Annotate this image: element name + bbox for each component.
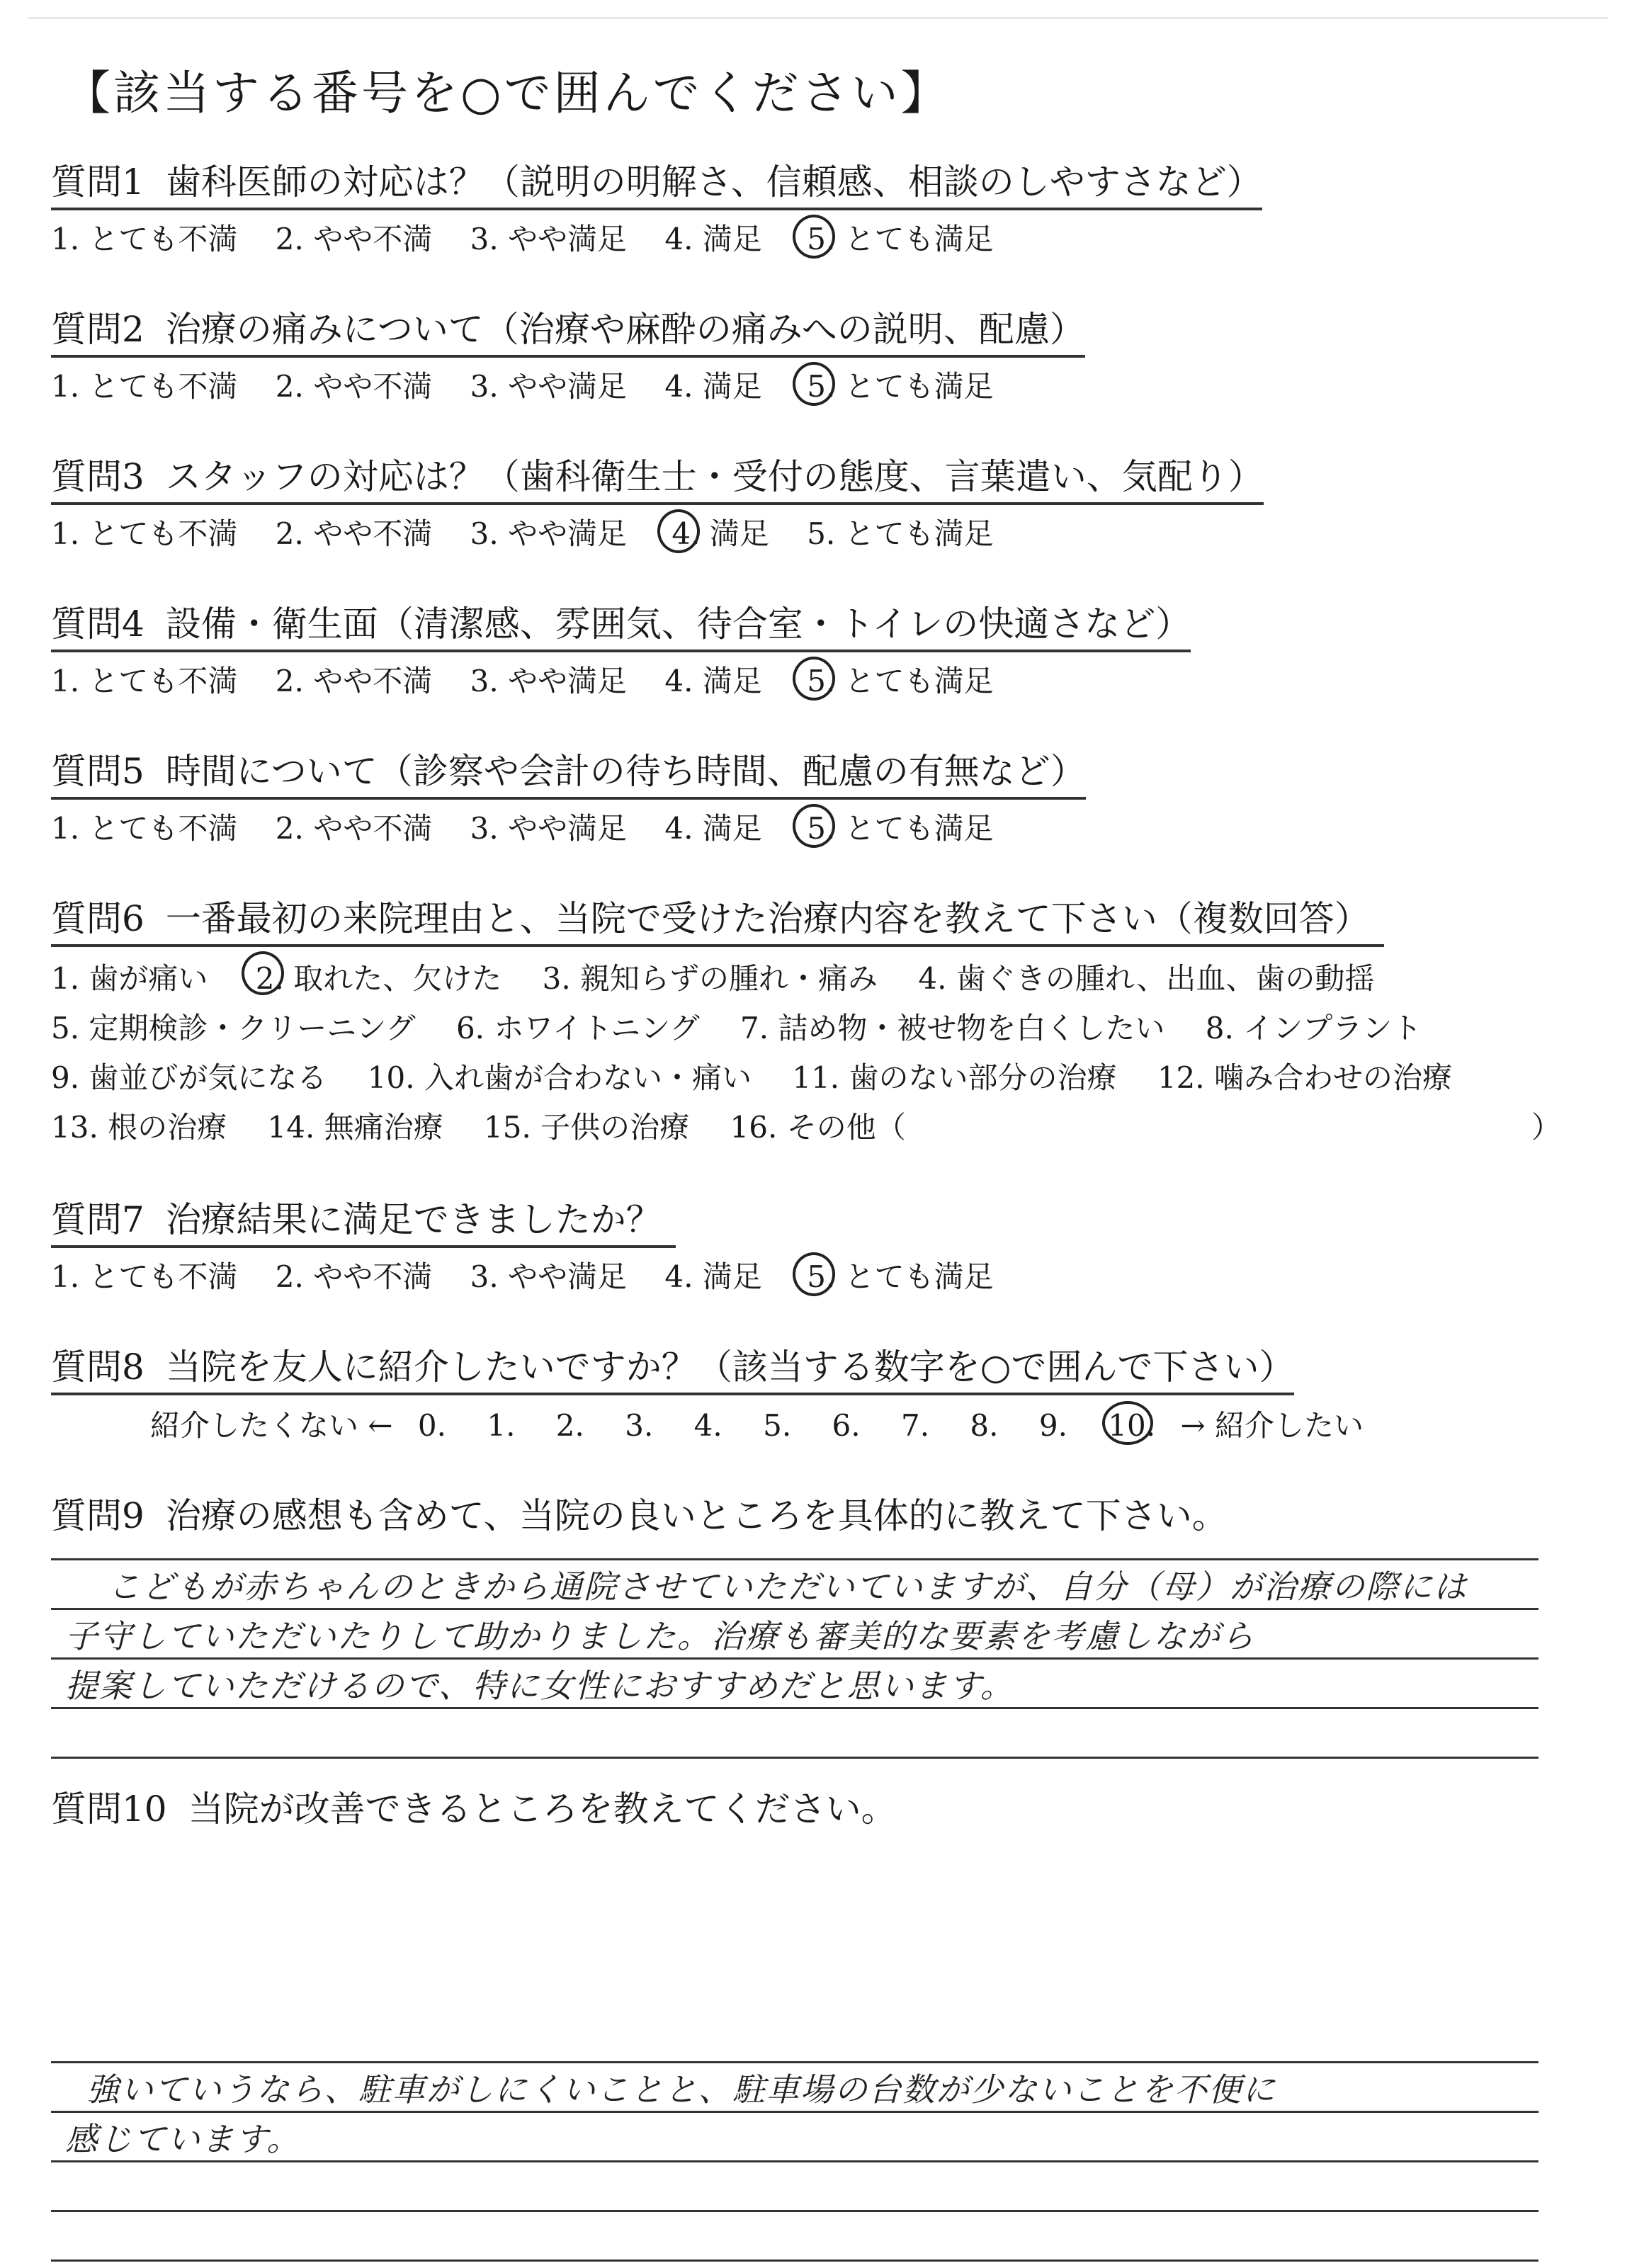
question-6 (51, 896, 1595, 1152)
q10-answer-line-1: 強いていうなら、駐車がしにくいことと、駐車場の台数が少ないことを不便に (86, 2070, 1276, 2109)
question-3-options (51, 512, 1595, 556)
q5-option-1[interactable]: 1. とても不満 (51, 811, 238, 846)
q3-option-3[interactable]: 3. やや満足 (470, 516, 628, 551)
answer-rule (51, 1707, 1538, 1709)
question-5-options (51, 807, 1595, 851)
q1-option-1[interactable]: 1. とても不満 (51, 222, 238, 256)
q6-option-15[interactable]: 15. 子供の治療 (484, 1110, 690, 1145)
question-4-options (51, 659, 1595, 703)
q8-value-2[interactable]: 2. (555, 1408, 584, 1443)
q6-option-14[interactable]: 14. 無痛治療 (267, 1110, 443, 1145)
q7-option-2[interactable]: 2. やや不満 (275, 1259, 433, 1294)
q4-option-5[interactable]: 5. とても満足 (807, 664, 994, 698)
q8-left-label: 紹介したくない ← (150, 1408, 393, 1443)
q8-value-6[interactable]: 6. (832, 1408, 861, 1443)
q2-option-1[interactable]: 1. とても不満 (51, 369, 238, 404)
q3-option-2[interactable]: 2. やや不満 (275, 516, 433, 551)
answer-rule (51, 1757, 1538, 1759)
question-9 (51, 1493, 1595, 1541)
q5-option-5[interactable]: 5. とても満足 (807, 811, 994, 846)
q4-option-1[interactable]: 1. とても不満 (51, 664, 238, 698)
question-5-label: 質問5 (51, 751, 144, 792)
question-8 (51, 1344, 1595, 1448)
q5-option-3[interactable]: 3. やや満足 (470, 811, 628, 846)
question-10-answer-area[interactable] (51, 2056, 1538, 2268)
q6-other-close-paren: ） (1531, 1110, 1562, 1145)
answer-rule (51, 2260, 1538, 2262)
question-7-text: 治療結果に満足できましたか？ (165, 1199, 662, 1240)
q8-value-10[interactable]: 10. (1108, 1404, 1155, 1448)
q8-value-1[interactable]: 1. (487, 1408, 516, 1443)
question-6-text: 一番最初の来院理由と、当院で受けた治療内容を教えて下さい（複数回答） (165, 898, 1370, 939)
q4-option-2[interactable]: 2. やや不満 (275, 664, 433, 698)
question-4-label: 質問4 (51, 603, 144, 645)
q2-option-2[interactable]: 2. やや不満 (275, 369, 433, 404)
answer-rule (51, 1608, 1538, 1610)
question-9-label: 質問9 (51, 1495, 144, 1536)
question-10-label: 質問10 (51, 1788, 167, 1830)
question-2 (51, 307, 1595, 409)
question-3-heading (51, 454, 1264, 505)
question-6-options (51, 954, 1595, 1152)
q4-option-4[interactable]: 4. 満足 (664, 664, 762, 698)
question-9-heading (51, 1493, 1228, 1541)
q6-option-7[interactable]: 7. 詰め物・被せ物を白くしたい (740, 1011, 1165, 1045)
q6-option-4[interactable]: 4. 歯ぐきの腫れ、出血、歯の動揺 (918, 961, 1375, 996)
answer-rule (51, 1657, 1538, 1660)
q2-option-4[interactable]: 4. 満足 (664, 369, 762, 404)
q2-option-5[interactable]: 5. とても満足 (807, 369, 994, 404)
question-1 (51, 159, 1595, 261)
q1-option-4[interactable]: 4. 満足 (664, 222, 762, 256)
q1-option-5[interactable]: 5. とても満足 (807, 222, 994, 256)
question-10 (51, 1786, 1595, 1835)
q1-option-3[interactable]: 3. やや満足 (470, 222, 628, 256)
question-6-label: 質問6 (51, 898, 144, 939)
q9-answer-line-3: 提案していただけるので、特に女性におすすめだと思います。 (65, 1667, 1014, 1705)
question-1-options (51, 217, 1595, 261)
q4-option-3[interactable]: 3. やや満足 (470, 664, 628, 698)
q8-value-9[interactable]: 9. (1038, 1408, 1067, 1443)
q6-option-10[interactable]: 10. 入れ歯が合わない・痛い (367, 1060, 752, 1095)
q9-answer-line-2: 子守していただいたりして助かりました。治療も審美的な要素を考慮しながら (65, 1617, 1255, 1655)
question-7-label: 質問7 (51, 1199, 144, 1240)
q8-value-8[interactable]: 8. (970, 1408, 999, 1443)
question-10-heading (51, 1786, 897, 1835)
q6-option-16[interactable]: 16. その他（ (730, 1110, 906, 1145)
question-2-options (51, 365, 1595, 409)
question-4-text: 設備・衛生面（清潔感、雰囲気、待合室・トイレの快適さなど） (165, 603, 1191, 645)
q8-right-label: → 紹介したい (1180, 1408, 1364, 1443)
question-2-text: 治療の痛みについて（治療や麻酔の痛みへの説明、配慮） (165, 309, 1085, 350)
q6-option-11[interactable]: 11. 歯のない部分の治療 (792, 1060, 1117, 1095)
answer-rule (51, 2210, 1538, 2212)
question-8-label: 質問8 (51, 1346, 144, 1388)
question-4-heading (51, 601, 1191, 652)
question-9-text: 治療の感想も含めて、当院の良いところを具体的に教えて下さい。 (165, 1495, 1228, 1536)
question-3-text: スタッフの対応は？（歯科衛生士・受付の態度、言葉遣い、気配り） (165, 456, 1264, 497)
question-9-answer-area[interactable] (51, 1551, 1538, 1764)
question-7-heading (51, 1197, 676, 1248)
q3-option-5[interactable]: 5. とても満足 (807, 516, 994, 551)
q6-option-5[interactable]: 5. 定期検診・クリーニング (51, 1011, 416, 1045)
question-3 (51, 454, 1595, 556)
q8-value-0[interactable]: 0. (417, 1408, 446, 1443)
q2-option-3[interactable]: 3. やや満足 (470, 369, 628, 404)
question-7-options (51, 1255, 1595, 1299)
question-7 (51, 1197, 1595, 1299)
answer-rule (51, 2160, 1538, 2162)
question-2-heading (51, 307, 1085, 358)
q3-option-1[interactable]: 1. とても不満 (51, 516, 238, 551)
question-4 (51, 601, 1595, 703)
q6-option-6[interactable]: 6. ホワイトニング (455, 1011, 700, 1045)
top-border (28, 17, 1608, 19)
q8-value-4[interactable]: 4. (693, 1408, 722, 1443)
q7-option-4[interactable]: 4. 満足 (664, 1259, 762, 1294)
answer-rule (51, 1558, 1538, 1560)
q7-option-3[interactable]: 3. やや満足 (470, 1259, 628, 1294)
question-1-text: 歯科医師の対応は？（説明の明解さ、信頼感、相談のしやすさなど） (165, 161, 1262, 203)
q5-option-4[interactable]: 4. 満足 (664, 811, 762, 846)
question-2-label: 質問2 (51, 309, 144, 350)
question-3-label: 質問3 (51, 456, 144, 497)
q7-option-1[interactable]: 1. とても不満 (51, 1259, 238, 1294)
q6-option-9[interactable]: 9. 歯並びが気になる (51, 1060, 327, 1095)
q6-option-2[interactable]: 2. 取れた、欠けた (255, 961, 502, 996)
q9-answer-line-1: こどもが赤ちゃんのときから通院させていただいていますが、自分（母）が治療の際には (108, 1567, 1468, 1606)
q6-option-8[interactable]: 8. インプラント (1205, 1011, 1422, 1045)
q8-value-7[interactable]: 7. (900, 1408, 930, 1443)
q8-value-5[interactable]: 5. (763, 1408, 792, 1443)
q6-option-1[interactable]: 1. 歯が痛い (51, 961, 208, 996)
q3-option-4[interactable]: 4. 満足 (672, 516, 769, 551)
question-1-label: 質問1 (51, 161, 144, 203)
question-6-heading (51, 896, 1384, 947)
question-8-text: 当院を友人に紹介したいですか？（該当する数字を○で囲んで下さい） (165, 1346, 1295, 1388)
q6-option-12[interactable]: 12. 噛み合わせの治療 (1157, 1060, 1452, 1095)
q7-option-5[interactable]: 5. とても満足 (807, 1259, 994, 1294)
q10-answer-line-2: 感じています。 (65, 2120, 301, 2158)
q5-option-2[interactable]: 2. やや不満 (275, 811, 433, 846)
question-1-heading (51, 159, 1262, 210)
page-title: 【該当する番号を○で囲んでください】 (64, 66, 951, 120)
question-10-text: 当院が改善できるところを教えてください。 (188, 1788, 897, 1830)
question-5 (51, 749, 1595, 851)
question-8-scale (51, 1404, 1595, 1448)
question-5-heading (51, 749, 1086, 800)
answer-rule (51, 2111, 1538, 2113)
question-8-heading (51, 1344, 1294, 1395)
question-5-text: 時間について（診察や会計の待ち時間、配慮の有無など） (165, 751, 1086, 792)
q8-value-3[interactable]: 3. (625, 1408, 654, 1443)
q1-option-2[interactable]: 2. やや不満 (275, 222, 433, 256)
q6-option-13[interactable]: 13. 根の治療 (51, 1110, 227, 1145)
q6-option-3[interactable]: 3. 親知らずの腫れ・痛み (542, 961, 878, 996)
